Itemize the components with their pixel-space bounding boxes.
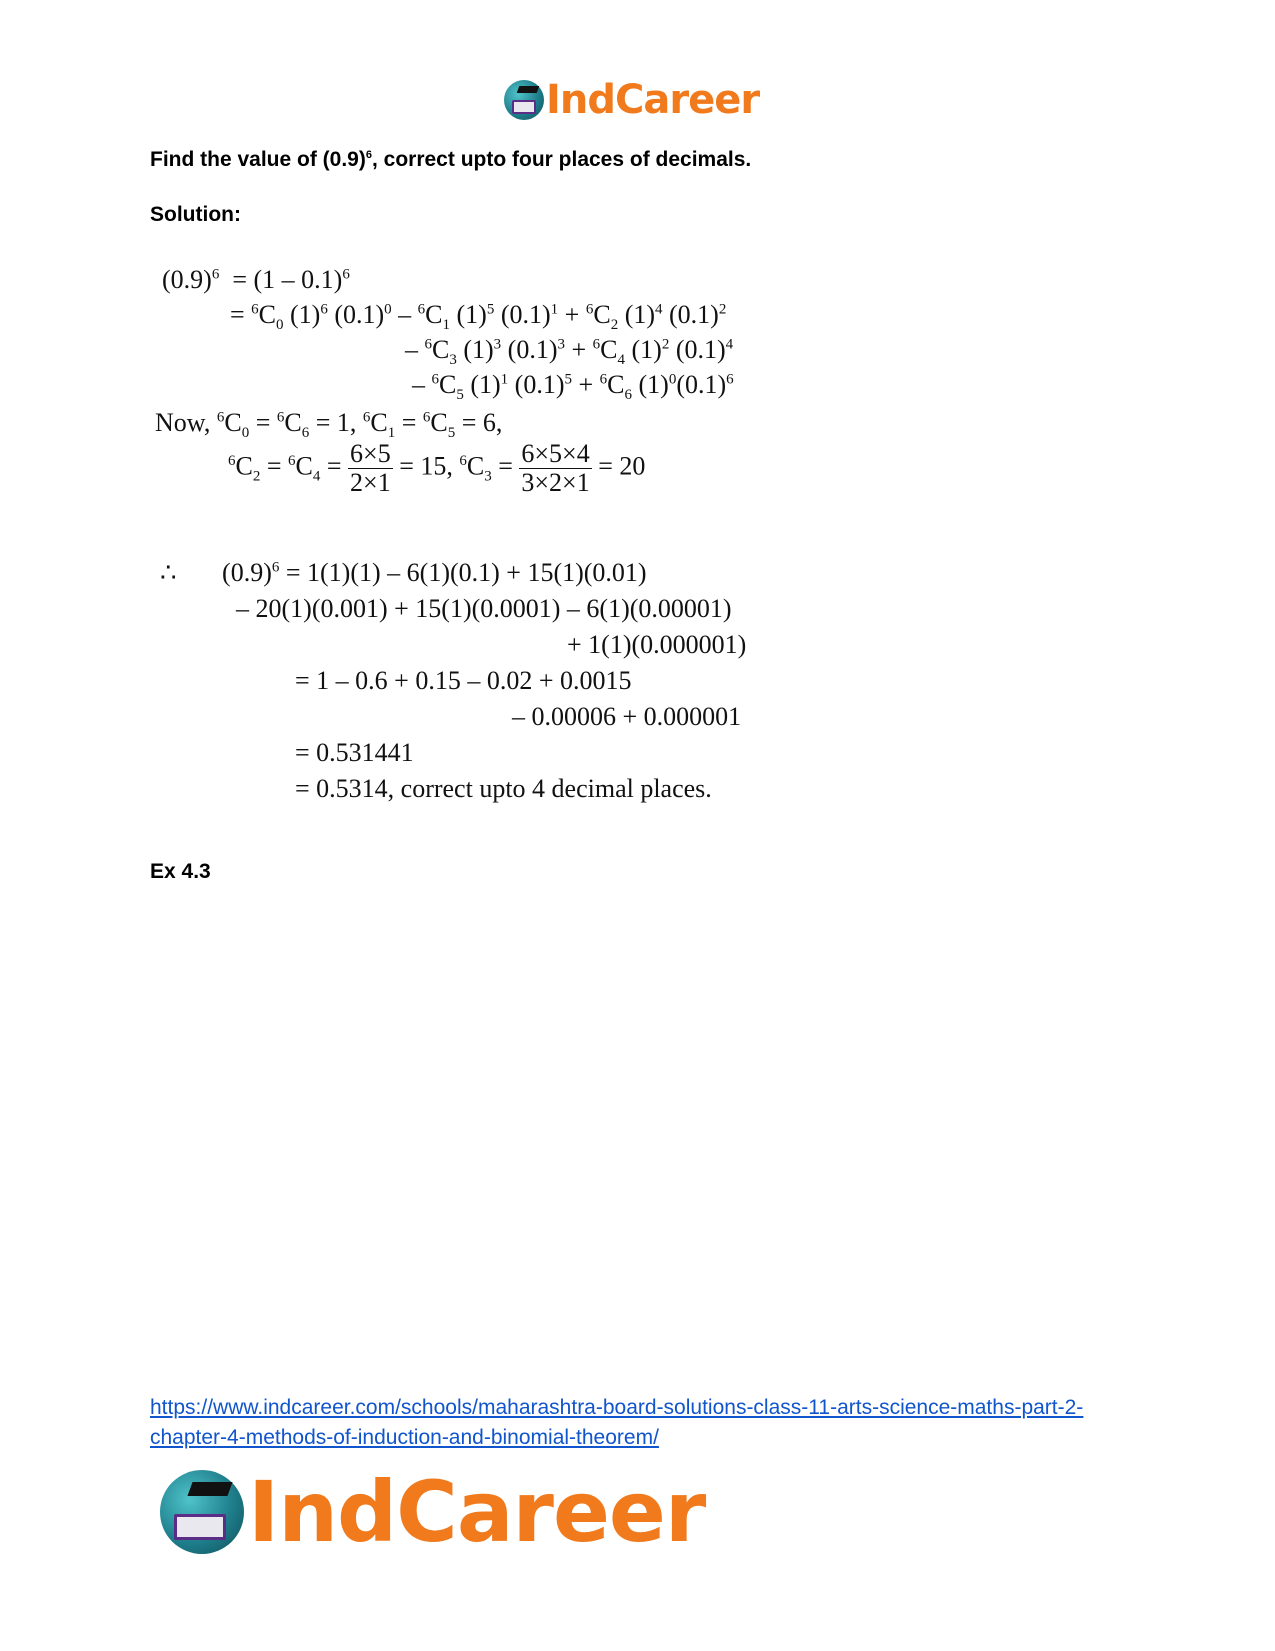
solution-label: Solution: xyxy=(150,203,241,226)
math-line-10: = 1 – 0.6 + 0.15 – 0.02 + 0.0015 xyxy=(295,666,632,695)
question-prefix: Find the value of (0.9) xyxy=(150,148,366,171)
footer-url-link[interactable]: https://www.indcareer.com/schools/maharashtra-board-solutions-class-11-arts-science-maths-part-2-chapter-4-methods-of-induction-and-binomial-theorem/ xyxy=(150,1396,1084,1449)
logo-wordmark: IndCareer xyxy=(546,77,760,123)
math-line-11: – 0.00006 + 0.000001 xyxy=(512,702,742,731)
globe-book-icon xyxy=(160,1470,244,1554)
logo-wordmark: IndCareer xyxy=(248,1463,706,1561)
book-icon xyxy=(174,1514,226,1540)
question-exponent: 6 xyxy=(365,149,372,161)
math-line-2: = $^6C_0$ $(1)^6$ $(0.1)^0 - ^6C_1$ $(1)^5$ $(0.1)^1 + ^6C_2$ $(1)^4$ $(0.1)^2$ xyxy=(230,300,727,334)
math-line-9: + 1(1)(0.000001) xyxy=(567,630,747,659)
math-line-12: = 0.531441 xyxy=(295,738,414,767)
math-line-6: $^6C_2 = ^6C_4$ = $\frac{6\times 5}{2\times 1}$ = 15, $^6C_3$ = $\frac{6\times 5\times 4}{3\times 2\times 1}$ = 20 xyxy=(228,439,646,497)
footer-link-container xyxy=(150,1393,1130,1453)
math-line-3: – $^6C_3$ $(1)^3$ $(0.1)^3 + ^6C_4$ $(1)^2$ $(0.1)^4$ xyxy=(405,335,734,369)
math-line-13: = 0.5314, correct upto 4 decimal places. xyxy=(295,774,712,803)
math-line-4: – $^6C_5$ $(1)^1$ $(0.1)^5 + ^6C_6$ $(1)^0(0.1)^6$ xyxy=(412,370,734,404)
question-suffix: , correct upto four places of decimals. xyxy=(371,148,752,171)
graduation-cap-icon xyxy=(187,1482,232,1496)
math-line-8: – 20(1)(0.001) + 15(1)(0.0001) – 6(1)(0.00001) xyxy=(236,594,732,623)
question-text xyxy=(150,148,751,172)
exercise-label: Ex 4.3 xyxy=(150,860,211,883)
math-line-5: Now, $^6C_0 = ^6C_6 = 1$, $^6C_1 = ^6C_5 = 6$, xyxy=(155,408,503,442)
book-icon xyxy=(512,100,536,114)
indcareer-logo-header xyxy=(504,77,760,123)
indcareer-logo-footer xyxy=(160,1463,706,1561)
globe-book-icon xyxy=(504,80,544,120)
math-line-7: ∴ $(0.9)^6 = 1(1)(1) - 6(1)(0.1) + 15(1)(0.01)$ xyxy=(160,558,647,587)
math-line-1: $(0.9)^6 = (1 - 0.1)^6$ xyxy=(162,265,350,294)
graduation-cap-icon xyxy=(517,86,540,93)
